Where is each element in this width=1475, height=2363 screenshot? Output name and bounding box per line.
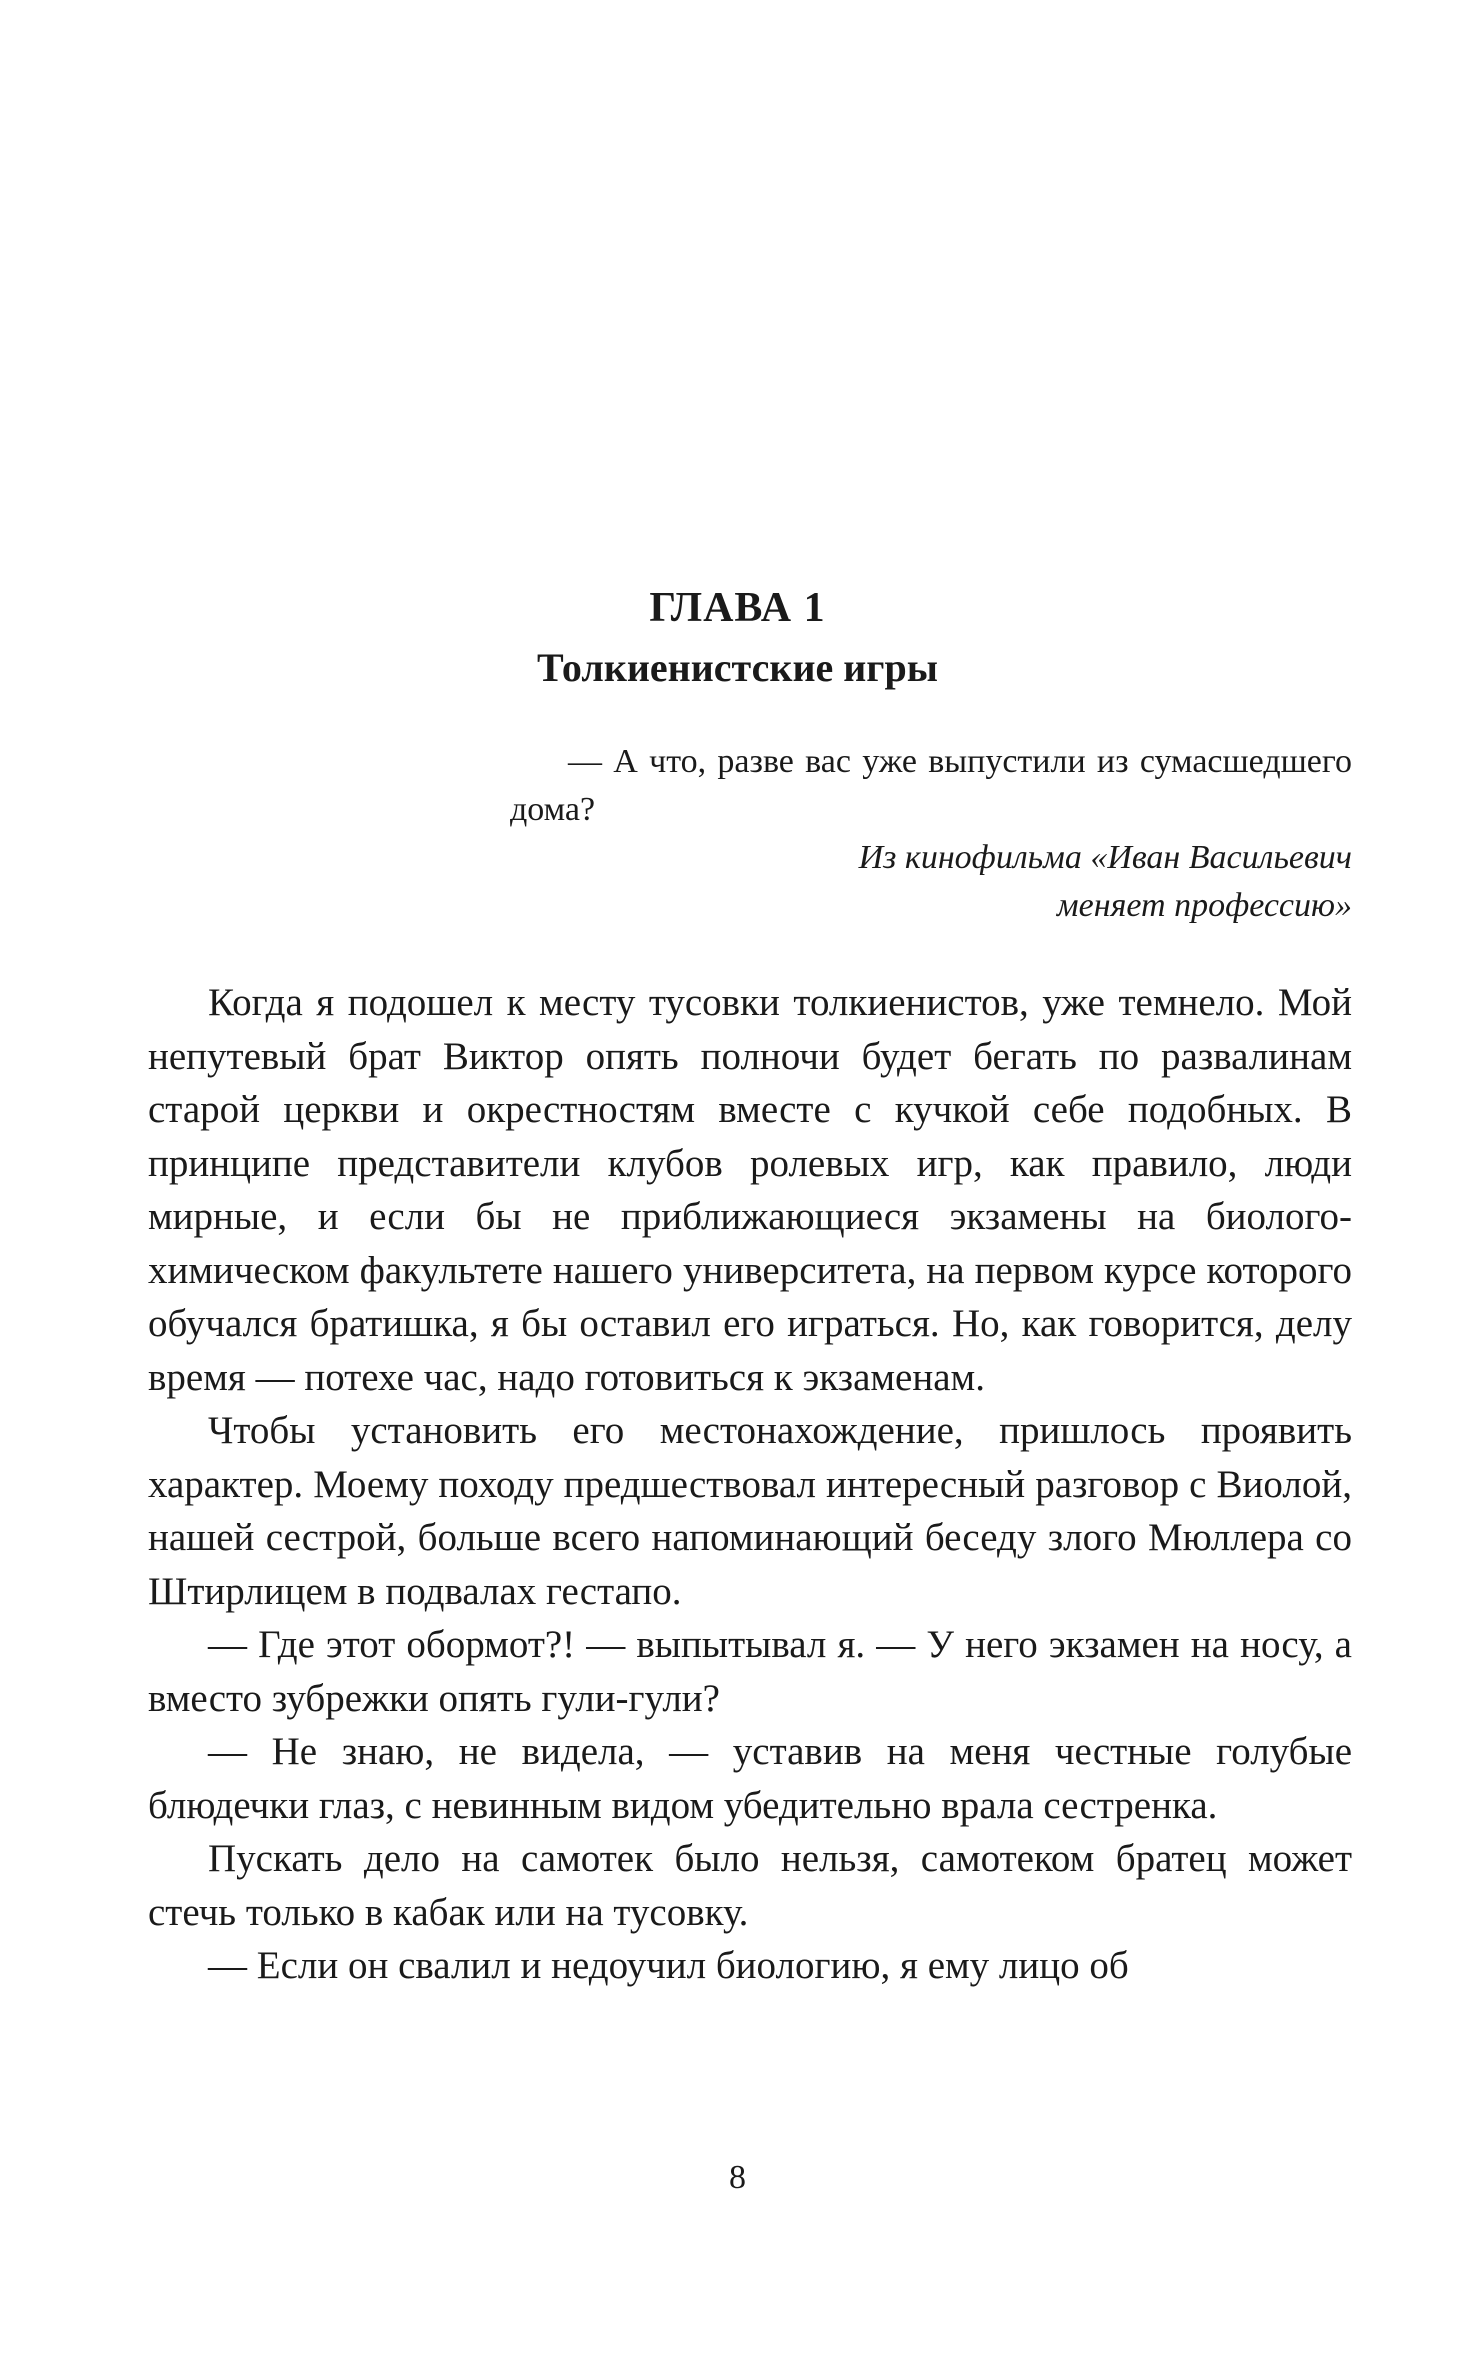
paragraph: — Если он свалил и недоучил биологию, я ему лицо об <box>208 1944 1129 1987</box>
paragraph: Чтобы установить его местонахождение, пришлось проявить характер. Моему походу предшествовал интересный разговор с Виолой, нашей сестрой, больше всего напоминающий беседу злого Мюллера со Штирлицем в подвалах гестапо. <box>148 1409 1352 1613</box>
chapter-title: Толкиенистские игры <box>537 645 938 690</box>
epigraph-source: Из кинофильма «Иван Васильевич меняет профессию» <box>858 839 1352 924</box>
body-text <box>148 976 1352 1993</box>
epigraph-quote: — А что, разве вас уже выпустили из сумасшедшего дома? <box>510 743 1352 828</box>
paragraph: — Не знаю, не видела, — уставив на меня честные голубые блюдечки глаз, с невинным видом убедительно врала сестренка. <box>148 1730 1352 1827</box>
epigraph <box>510 738 1352 930</box>
paragraph: — Где этот обормот?! — выпытывал я. — У него экзамен на носу, а вместо зубрежки опять гули-гули? <box>148 1623 1352 1720</box>
paragraph: Когда я подошел к месту тусовки толкиенистов, уже темнело. Мой непутевый брат Виктор опять полночи будет бегать по развалинам старой церкви и окрестностям вместе с кучкой себе подобных. В принципе представители клубов ролевых игр, как правило, люди мирные, и если бы не приближающиеся экзамены на биолого-химическом факультете нашего университета, на первом курсе которого обучался братишка, я бы оставил его играться. Но, как говорится, делу время — потехе час, надо готовиться к экзаменам. <box>148 981 1352 1399</box>
page-number: 8 <box>729 2159 746 2196</box>
chapter-number: ГЛАВА 1 <box>649 585 826 631</box>
paragraph: Пускать дело на самотек было нельзя, самотеком братец может стечь только в кабак или на тусовку. <box>148 1837 1352 1934</box>
